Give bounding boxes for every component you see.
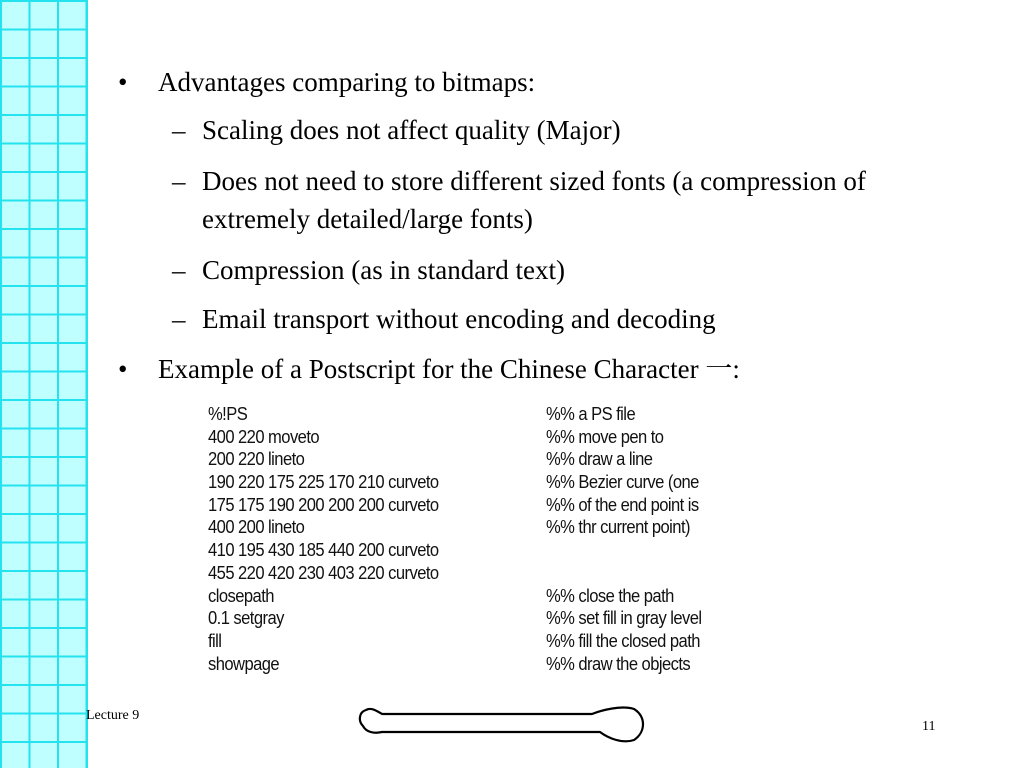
code-comment: %% Bezier curve (one bbox=[546, 472, 699, 493]
chinese-character-rendering bbox=[356, 702, 648, 744]
code-command: 410 195 430 185 440 200 curveto bbox=[208, 540, 439, 561]
code-command: 0.1 setgray bbox=[208, 608, 284, 629]
code-comment: %% thr current point) bbox=[546, 517, 690, 538]
sub-bullet-text: Scaling does not affect quality (Major) bbox=[202, 115, 621, 145]
code-command: 200 220 lineto bbox=[208, 449, 305, 470]
sub-bullet-text: Email transport without encoding and decoding bbox=[202, 304, 716, 334]
bullet-text: Example of a Postscript for the Chinese Character 一: bbox=[158, 354, 740, 384]
dash-mark: – bbox=[172, 166, 186, 196]
code-command: 400 220 moveto bbox=[208, 426, 320, 447]
glyph-outline bbox=[360, 708, 643, 742]
dash-mark: – bbox=[172, 115, 186, 145]
sub-bullet-text: Does not need to store different sized fonts (a compression of extremely detailed/large fonts) bbox=[202, 166, 866, 234]
code-command: 455 220 420 230 403 220 curveto bbox=[208, 562, 439, 583]
code-comment: %% close the path bbox=[546, 585, 674, 606]
code-command: 190 220 175 225 170 210 curveto bbox=[208, 472, 439, 493]
bullet-text: Advantages comparing to bitmaps: bbox=[158, 67, 536, 97]
code-comment: %% of the end point is bbox=[546, 494, 699, 515]
dash-mark: – bbox=[172, 304, 186, 334]
code-command: closepath bbox=[208, 585, 274, 606]
dash-mark: – bbox=[172, 255, 186, 285]
code-command: showpage bbox=[208, 653, 280, 674]
code-comment: %% a PS file bbox=[546, 404, 636, 424]
code-comment: %% draw a line bbox=[546, 449, 653, 470]
code-command: 400 200 lineto bbox=[208, 517, 305, 538]
slide-number: 11 bbox=[922, 719, 936, 734]
footer-lecture-label: Lecture 9 bbox=[86, 708, 140, 723]
bullet-mark: • bbox=[118, 354, 128, 384]
code-comment: %% set fill in gray level bbox=[546, 608, 702, 629]
code-comment: %% move pen to bbox=[546, 426, 664, 447]
code-command: fill bbox=[208, 630, 222, 651]
bullet-mark: • bbox=[118, 67, 128, 97]
decorative-grid-strip bbox=[0, 0, 88, 768]
sub-bullet-text: Compression (as in standard text) bbox=[202, 255, 565, 285]
code-comment: %% fill the closed path bbox=[546, 630, 700, 651]
code-command: %!PS bbox=[208, 404, 248, 424]
code-command: 175 175 190 200 200 200 curveto bbox=[208, 494, 439, 515]
code-comment: %% draw the objects bbox=[546, 653, 691, 674]
